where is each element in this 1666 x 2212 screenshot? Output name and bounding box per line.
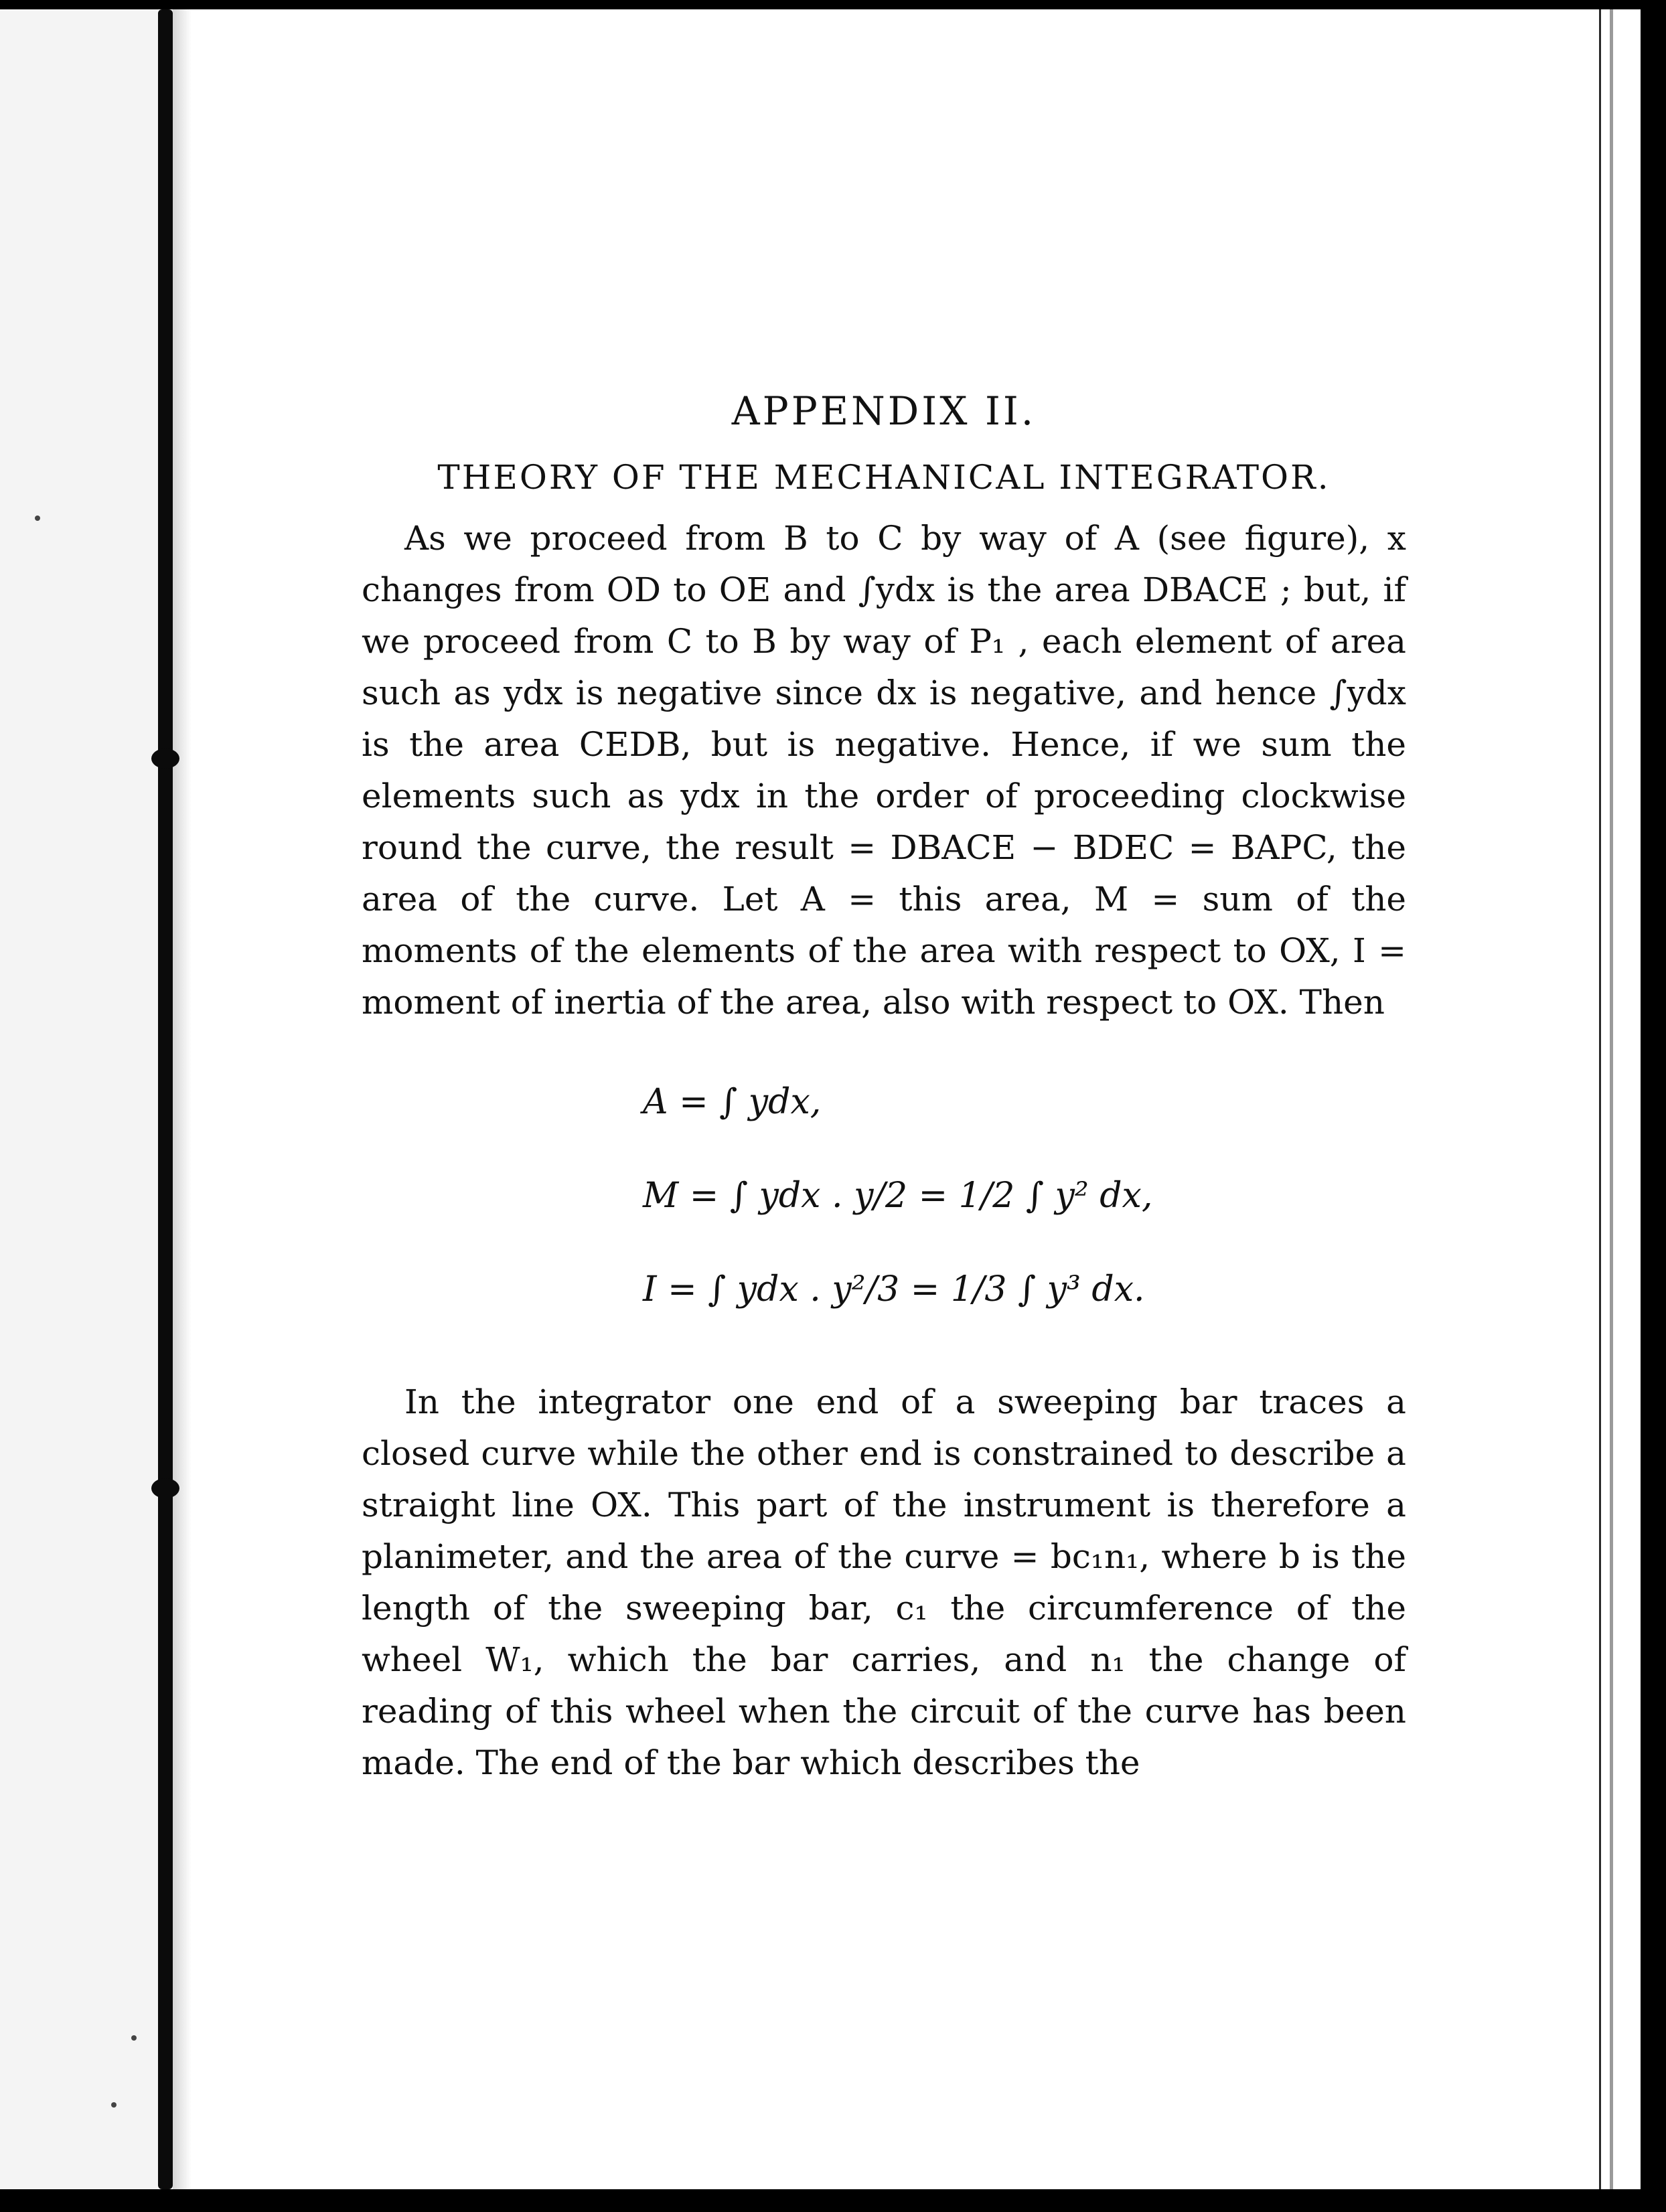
page-edge-line [1599,9,1601,2189]
appendix-title: APPENDIX II. [731,388,1037,434]
binding-knot [151,1478,179,1498]
paragraph-integrator: In the integrator one end of a sweeping bar traces a closed curve while the other end is constrained to describe a straight line OX. This part of the instrument is therefore a planimeter, and the area of the curve = bc₁n₁, where b is the length of the sweeping bar, c₁ the circumference of the wheel W₁, which the bar carries, and n₁ the change of reading of this wheel when the circuit of the curve has been made. The end of the bar which describes the [362,1382,1406,1782]
scan-border-top [0,0,1666,9]
page-edge-shadow [1610,9,1613,2189]
equation-area: A = ∫ ydx, [643,1082,822,1122]
equation-inertia: I = ∫ ydx . y²/3 = 1/3 ∫ y³ dx. [643,1269,1145,1310]
equation-moment: M = ∫ ydx . y/2 = 1/2 ∫ y² dx, [643,1176,1153,1216]
paragraph-theory: As we proceed from B to C by way of A (see figure), x changes from OD to OE and ∫ydx is the area DBACE ; but, if we proceed from C to B by way of P₁ , each element of area such as ydx is negative since dx is negative, and hence ∫ydx is the area CEDB, but is negative. Hence, if we sum the elements such as ydx in the order of proceeding clockwise round the curve, the result = DBACE − BDEC = BAPC, the area of the curve. Let A = this area, M = sum of the moments of the elements of the area with respect to OX, I = moment of inertia of the area, also with respect to OX. Then [362,519,1406,1022]
binding-thread [158,9,173,2189]
scan-border-right [1641,0,1666,2212]
appendix-subtitle: THEORY OF THE MECHANICAL INTEGRATOR. [437,458,1331,497]
binding-knot [151,748,179,769]
equation-block [362,1055,1406,1336]
page-text [362,388,1406,1789]
scan-speck [111,2102,117,2108]
left-margin [0,9,158,2189]
scan-speck [35,516,40,521]
scan-border-bottom [0,2189,1666,2212]
scan-speck [131,2035,137,2041]
gutter-shadow [173,9,192,2189]
